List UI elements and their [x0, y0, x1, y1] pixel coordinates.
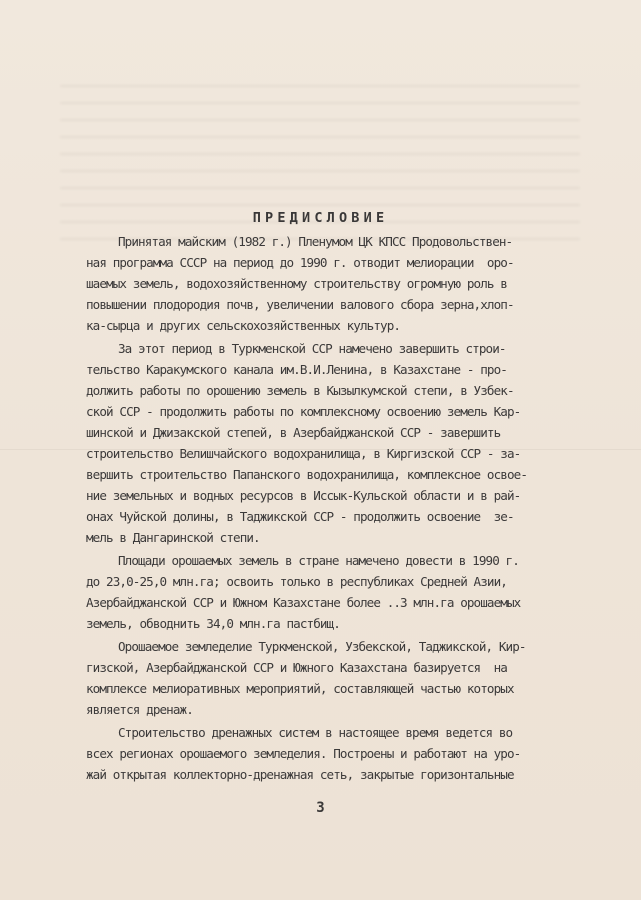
text-line: ка-сырца и других сельскохозяйственных культур. — [86, 318, 401, 333]
text-line: ная программа СССР на период до 1990 г. отводит мелиорации оро- — [86, 255, 514, 270]
text-line: до 23,0-25,0 млн.га; освоить только в республиках Средней Азии, — [86, 574, 507, 589]
text-line: онах Чуйской долины, в Таджикской ССР - продолжить освоение зе- — [86, 509, 514, 524]
text-line: земель, обводнить 34,0 млн.га пастбищ. — [86, 616, 340, 631]
text-line: ской ССР - продолжить работы по комплексному освоению земель Кар- — [86, 404, 521, 419]
text-line: комплексе мелиоративных мероприятий, составляющей частью которых — [86, 681, 514, 696]
text-line: строительство Велишчайского водохранилища, в Киргизской ССР - за- — [86, 446, 521, 461]
text-line: мель в Дангаринской степи. — [86, 530, 260, 545]
text-line: должить работы по орошению земель в Кызылкумской степи, в Узбек- — [86, 383, 514, 398]
text-line: Принятая майским (1982 г.) Пленумом ЦК КПСС Продовольствен- — [118, 234, 513, 249]
page-heading: ПРЕДИСЛОВИЕ — [252, 210, 389, 226]
text-line: За этот период в Туркменской ССР намечено завершить строи- — [118, 341, 506, 356]
text-line: шинской и Джизакской степей, в Азербайджанской ССР - завершить — [86, 425, 501, 440]
page-number: 3 — [316, 800, 325, 816]
text-line: тельство Каракумского канала им.В.И.Ленина, в Казахстане - про- — [86, 362, 507, 377]
text-line: вершить строительство Папанского водохранилища, комплексное освое- — [86, 467, 528, 482]
text-line: является дренаж. — [86, 702, 193, 717]
text-line: Строительство дренажных систем в настоящее время ведется во — [118, 725, 513, 740]
text-line: жай открытая коллекторно-дренажная сеть, закрытые горизонтальные — [86, 767, 514, 782]
text-line: всех регионах орошаемого земледелия. Построены и работают на уро- — [86, 746, 521, 761]
text-line: Площади орошаемых земель в стране намечено довести в 1990 г. — [118, 553, 519, 568]
text-line: гизской, Азербайджанской ССР и Южного Казахстана базируется на — [86, 660, 507, 675]
text-line: шаемых земель, водохозяйственному строительству огромную роль в — [86, 276, 507, 291]
text-line: Азербайджанской ССР и Южном Казахстане более ..3 млн.га орошаемых — [86, 595, 521, 610]
text-line: повышении плодородия почв, увеличении валового сбора зерна,хлоп- — [86, 297, 514, 312]
text-line: Орошаемое земледелие Туркменской, Узбекской, Таджикской, Кир- — [118, 639, 526, 654]
text-line: ние земельных и водных ресурсов в Иссык-Кульской области и в рай- — [86, 488, 521, 503]
